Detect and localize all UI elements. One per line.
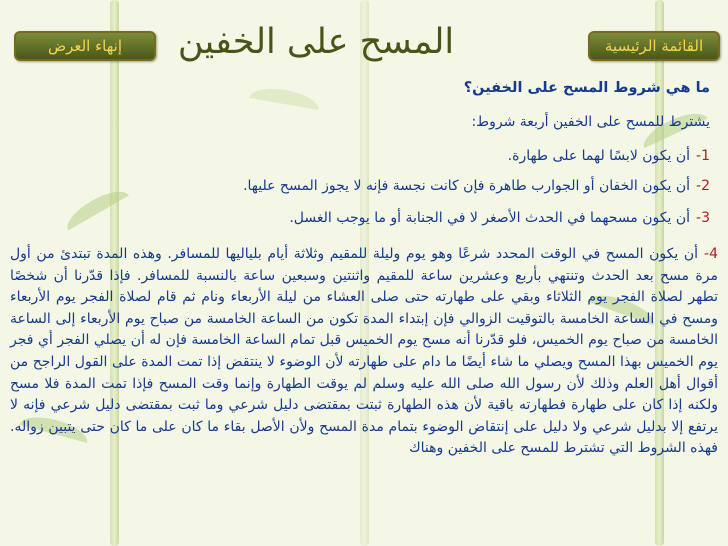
condition-item xyxy=(243,178,710,194)
main-menu-button[interactable]: القائمة الرئيسية xyxy=(588,31,720,61)
end-presentation-button[interactable]: إنهاء العرض xyxy=(14,31,156,61)
condition-item xyxy=(289,210,710,226)
condition-number: 4- xyxy=(704,246,718,262)
condition-number: 2- xyxy=(696,178,710,194)
bamboo-leaf xyxy=(249,84,320,110)
paragraph-text: أن يكون المسح في الوقت المحدد شرعًا وهو يوم وليلة للمقيم وثلاثة أيام بلياليها للمسافر. وهذه المدة تبتدئ من أول مرة مسح بعد الحدث وتنتهي بأربع وعشرين ساعة للمقيم واثنتين وسبعين ساعة بالنسبة للمسافر. فإذا قدّرنا أن شخصًا تطهر لصلاة الفجر يوم الثلاثاء وبقي على طهارته حتى صلى العشاء من ليلة الأربعاء ونام ثم قام لصلاة الفجر يوم الأربعاء ومسح في الساعة الخامسة بالتوقيت الزوالي فإن إبتداء المدة تكون من الساعة الخامسة من صباح يوم الأربعاء إلى الساعة الخامسة من صباح يوم الخميس، فلو قدّرنا أنه مسح يوم الخميس قبل تمام الساعة الخامسة فإن له أن يصلي الفجر أي فجر يوم الخميس بهذا المسح ويصلي ما شاء أيضًا ما دام على طهارته لأن الوضوء لا ينتقض إذا تمت المدة على القول الراجح من أقوال أهل العلم وذلك لأن رسول الله صلى الله عليه وسلم لم يوقت الطهارة وإنما وقت المسح فإذا تمت المدة فلا مسح ولكنه إذا كان على طهارة فطهارته باقية لأن هذه الطهارة ثبتت بمقتضى دليل شرعي وما ثبت بمقتضى دليل شرعي فإنه لا يرتفع إلا بدليل شرعي ولا دليل على إنتقاض الوضوء بتمام مدة المسح ولأن الأصل بقاء ما كان على ما كان حتى يتبين زواله. فهذه الشروط التي تشترط للمسح على الخفين وهناك xyxy=(10,246,718,457)
condition-number: 3- xyxy=(696,210,710,226)
condition-item xyxy=(508,148,710,164)
condition-number: 1- xyxy=(696,148,710,164)
condition-text: أن يكون الخفان أو الجوارب طاهرة فإن كانت نجسة فإنه لا يجوز المسح عليها. xyxy=(243,178,691,194)
question-heading: ما هي شروط المسح على الخفين؟ xyxy=(463,80,710,96)
condition-text: أن يكون مسحهما في الحدث الأصغر لا في الجنابة أو ما يوجب الغسل. xyxy=(289,210,691,226)
condition-text: أن يكون لابسًا لهما على طهارة. xyxy=(507,148,691,164)
conditions-intro: يشترط للمسح على الخفين أربعة شروط: xyxy=(471,114,710,130)
slide-title: المسح على الخفين xyxy=(177,22,455,62)
condition-paragraph xyxy=(10,244,718,460)
